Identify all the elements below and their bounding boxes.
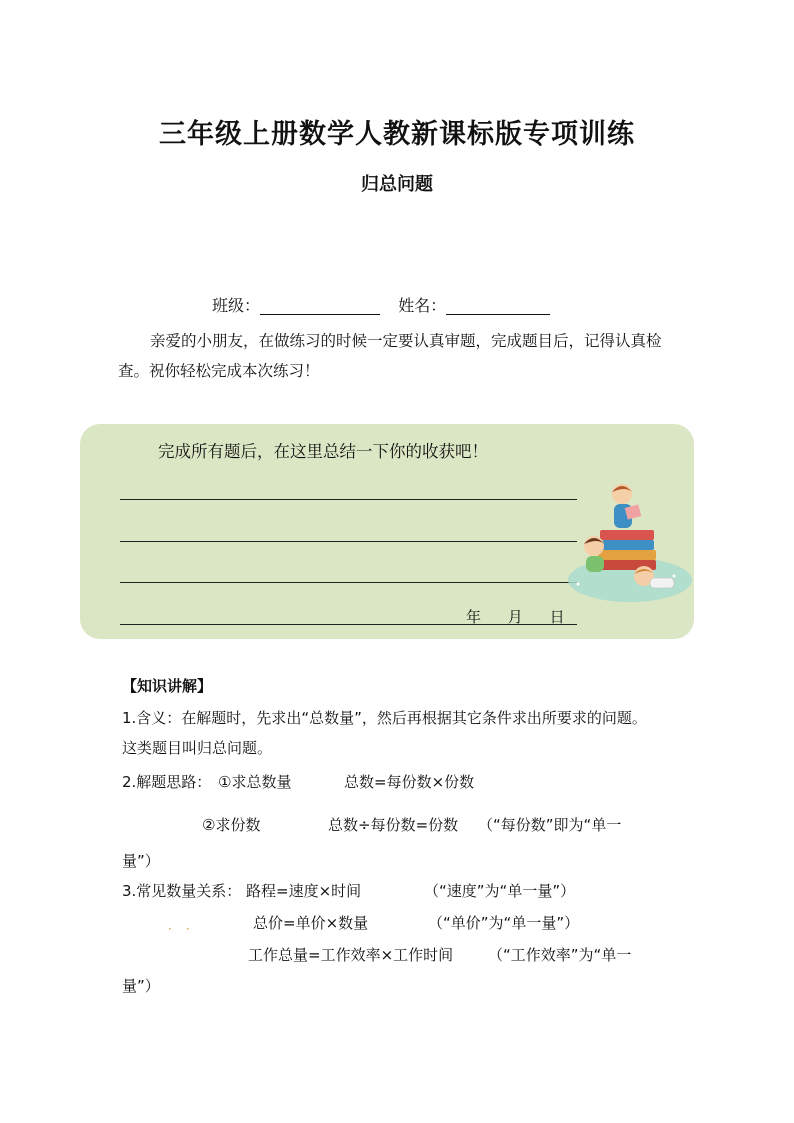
summary-box bbox=[80, 424, 694, 639]
summary-title: 完成所有题后，在这里总结一下你的收获吧！ bbox=[158, 442, 488, 461]
item3-note3-b: 量”） bbox=[122, 977, 160, 995]
page-title: 三年级上册数学人教新课标版专项训练 bbox=[159, 119, 635, 150]
intro-line-1: 亲爱的小朋友，在做练习的时候一定要认真审题，完成题目后，记得认真检 bbox=[150, 332, 662, 350]
item1-line1: 1.含义：在解题时，先求出“总数量”，然后再根据其它条件求出所要求的问题。 bbox=[122, 709, 647, 727]
item3-rel2: 总价=单价×数量 bbox=[253, 914, 369, 932]
item1-line2: 这类题目叫归总问题。 bbox=[122, 739, 273, 757]
item2-prefix: 2.解题思路： bbox=[122, 773, 212, 791]
name-label: 姓名： bbox=[398, 296, 447, 315]
summary-line-3[interactable] bbox=[120, 582, 577, 583]
day-label: 日 bbox=[549, 608, 565, 626]
item2-note-b: 量”） bbox=[122, 852, 160, 870]
item2-formula2: 总数÷每份数=份数 bbox=[328, 816, 459, 834]
summary-line-2[interactable] bbox=[120, 541, 577, 542]
item3-note1: （“速度”为“单一量”） bbox=[424, 882, 576, 900]
item2-note-a: （“每份数”即为“单一 bbox=[478, 816, 622, 834]
student-info-row bbox=[212, 293, 550, 316]
item3-note2: （“单价”为“单一量”） bbox=[428, 914, 580, 932]
intro-line-2: 查。祝你轻松完成本次练习！ bbox=[118, 362, 320, 380]
item2-step1: ①求总数量 bbox=[218, 773, 292, 791]
item3-note3-a: （“工作效率”为“单一 bbox=[488, 946, 632, 964]
item3-rel1: 路程=速度×时间 bbox=[246, 882, 362, 900]
class-label: 班级： bbox=[212, 296, 261, 315]
class-blank[interactable] bbox=[260, 296, 380, 315]
item2-step2: ②求份数 bbox=[202, 816, 261, 834]
month-label: 月 bbox=[507, 608, 523, 626]
summary-line-1[interactable] bbox=[120, 499, 577, 500]
year-label: 年 bbox=[466, 608, 482, 626]
children-reading-illustration bbox=[564, 480, 692, 610]
page-subtitle: 归总问题 bbox=[361, 174, 433, 195]
decorative-dots: ·· bbox=[168, 922, 204, 936]
name-blank[interactable] bbox=[446, 296, 550, 315]
item3-rel3: 工作总量=工作效率×工作时间 bbox=[248, 946, 454, 964]
knowledge-heading: 【知识讲解】 bbox=[122, 677, 213, 695]
item3-prefix: 3.常见数量关系： bbox=[122, 882, 242, 900]
item2-formula1: 总数=每份数×份数 bbox=[344, 773, 475, 791]
